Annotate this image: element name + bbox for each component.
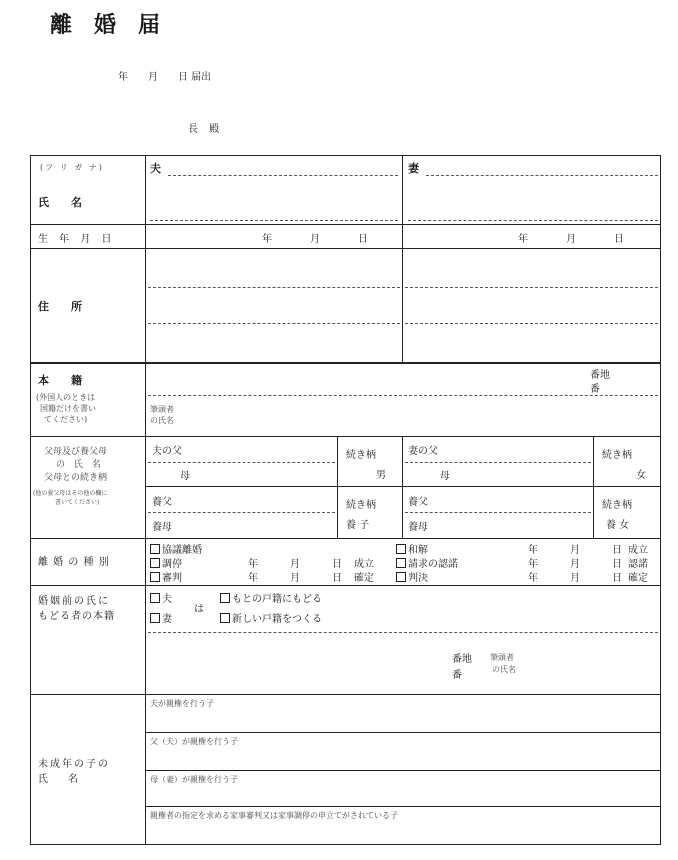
row-line-minor (30, 694, 661, 695)
chotei-text: 調停 (162, 559, 182, 570)
row-line-address (30, 248, 661, 249)
minor-hline-2 (145, 770, 661, 771)
minor-row-1: 夫が親権を行う子 (150, 699, 214, 708)
minor-label-1: 未成年の子の (38, 759, 110, 770)
parents-label-3: 父母との続き柄 (44, 473, 108, 483)
kind-kyogi[interactable] (150, 541, 202, 556)
nindaku-text: 請求の認諾 (408, 559, 458, 570)
wife-furigana-dash (426, 175, 658, 176)
chotei-checkbox[interactable] (150, 558, 160, 568)
kyogi-checkbox[interactable] (150, 544, 160, 554)
wife-birth-field[interactable]: 年 月 日 (518, 234, 630, 245)
wife-adoptive-mother-label: 養母 (408, 522, 428, 533)
husband-label: 夫 (150, 162, 161, 175)
divorce-kind-label: 離 婚 の 種 別 (38, 557, 110, 568)
parents-dash-4 (405, 512, 591, 513)
parents-dash-1 (148, 462, 335, 463)
minor-field-1[interactable] (147, 710, 659, 730)
husband-birth-field[interactable]: 年 月 日 (262, 234, 374, 245)
honseki-note-2: 国籍だけを書い (40, 404, 96, 413)
minor-field-3[interactable] (147, 786, 659, 804)
wakai-seiritsu: 成立 (628, 545, 648, 556)
birth-label: 生 年 月 日 (38, 234, 116, 245)
parents-vline-2 (402, 436, 403, 538)
minor-row-3: 母（妻）が親権を行う子 (150, 775, 238, 784)
minor-label-2: 氏 名 (38, 774, 78, 785)
honseki-head-name-field[interactable] (185, 398, 655, 434)
new-family-text: 新しい戸籍をつくる (232, 614, 322, 625)
prior-wife-checkbox[interactable] (150, 613, 160, 623)
honseki-ban: 番 (590, 384, 600, 395)
nindaku-checkbox[interactable] (396, 558, 406, 568)
kyogi-text: 協議離婚 (162, 545, 202, 556)
row-line-prior (30, 585, 661, 586)
adopted-son-label: 養 子 (346, 520, 370, 531)
shinpan-kakutei: 確定 (354, 573, 374, 584)
shinpan-checkbox[interactable] (150, 572, 160, 582)
parents-note-1: (他の養父母はその他の欄に (33, 490, 108, 497)
husband-adoptive-mother-label: 養母 (152, 522, 172, 533)
form-title: 離 婚 届 (50, 12, 161, 38)
address-label: 住 所 (38, 300, 82, 313)
honseki-head-label-2: の氏名 (150, 416, 174, 425)
honseki-note-1: (外国人のときは (36, 393, 96, 402)
chotei-seiritsu: 成立 (354, 559, 374, 570)
return-family-text: もとの戸籍にもどる (232, 594, 322, 605)
husband-adoptive-father-label: 養父 (152, 497, 172, 508)
parents-vline-3 (593, 436, 594, 538)
row-line-kind (30, 538, 661, 539)
prior-husband-option[interactable] (150, 590, 172, 605)
minor-row-4: 親権者の指定を求める家事審判又は家事調停の申立てがされている子 (150, 811, 398, 820)
wakai-checkbox[interactable] (396, 544, 406, 554)
shinpan-date[interactable]: 年 月 日 (248, 573, 346, 584)
honseki-dash (148, 395, 658, 396)
prior-head-label-2: の氏名 (492, 665, 516, 674)
prior-banchi: 番地 (452, 654, 472, 665)
wife-name-field[interactable] (404, 178, 660, 220)
row-line-parents (30, 436, 661, 437)
prior-wife-text: 妻 (162, 614, 172, 625)
name-label: 氏 名 (38, 196, 82, 209)
husband-furigana-dash (168, 175, 398, 176)
honseki-note-3: てください) (44, 415, 88, 424)
minor-row-2: 父（夫）が親権を行う子 (150, 737, 238, 746)
minor-hline-3 (145, 806, 661, 807)
hanketsu-kakutei: 確定 (628, 573, 648, 584)
prior-husband-text: 夫 (162, 594, 172, 605)
row-line-birth (30, 224, 661, 225)
prior-honseki-field[interactable] (147, 636, 447, 692)
parents-dash-2 (405, 462, 591, 463)
furigana-label: (フ リ ガ ナ) (40, 163, 104, 172)
new-family-option[interactable] (220, 610, 322, 625)
husband-adoptive-relation-label: 続き柄 (346, 500, 376, 511)
label-column-divider (145, 155, 146, 845)
kind-nindaku[interactable] (396, 555, 458, 570)
nindaku-nintei: 認諾 (628, 559, 648, 570)
honseki-address-field[interactable] (147, 364, 587, 394)
prior-husband-checkbox[interactable] (150, 593, 160, 603)
return-family-option[interactable] (220, 590, 322, 605)
minor-hline-1 (145, 732, 661, 733)
wife-relation-female: 女 (636, 470, 646, 481)
kind-wakai[interactable] (396, 541, 428, 556)
husband-relation-male: 男 (376, 470, 386, 481)
chotei-date[interactable]: 年 月 日 (248, 559, 346, 570)
parents-hline-mid (145, 486, 661, 487)
wife-name-dash (408, 220, 658, 221)
parents-vline-1 (337, 436, 338, 538)
prior-name-label-1: 婚姻前の氏に (38, 596, 110, 607)
addressee-line[interactable]: 長 殿 (188, 124, 224, 135)
kind-shinpan[interactable] (150, 569, 182, 584)
honseki-banchi: 番地 (590, 370, 610, 381)
hanketsu-text: 判決 (408, 573, 428, 584)
wife-label: 妻 (408, 162, 419, 175)
kind-hanketsu[interactable] (396, 569, 428, 584)
husband-name-dash (150, 220, 398, 221)
prior-ban: 番 (452, 670, 462, 681)
parents-note-2: 書いてください) (55, 499, 100, 506)
husband-name-field[interactable] (147, 178, 401, 220)
wakai-date[interactable]: 年 月 日 (528, 545, 626, 556)
prior-dash (148, 632, 658, 633)
kind-chotei[interactable] (150, 555, 182, 570)
honseki-label: 本 籍 (38, 374, 82, 387)
adopted-daughter-label: 養 女 (606, 520, 630, 531)
prior-wa: は (194, 604, 204, 615)
honseki-head-label-1: 筆頭者 (150, 405, 174, 414)
wife-father-label: 妻の父 (408, 446, 438, 457)
husband-mother-label: 母 (180, 471, 190, 482)
shinpan-text: 審判 (162, 573, 182, 584)
husband-father-label: 夫の父 (152, 446, 182, 457)
prior-head-label-1: 筆頭者 (490, 653, 514, 662)
wife-adoptive-relation-label: 続き柄 (602, 500, 632, 511)
husband-address-field[interactable] (147, 250, 401, 360)
minor-field-2[interactable] (147, 748, 659, 768)
return-family-checkbox[interactable] (220, 593, 230, 603)
wakai-text: 和解 (408, 545, 428, 556)
nindaku-date[interactable]: 年 月 日 (528, 559, 626, 570)
filing-date-line[interactable]: 年 月 日 届出 (118, 72, 212, 83)
prior-name-label-2: もどる者の本籍 (38, 611, 115, 622)
wife-mother-label: 母 (440, 471, 450, 482)
parents-label-2: の 氏 名 (56, 460, 104, 470)
hanketsu-checkbox[interactable] (396, 572, 406, 582)
husband-relation-label: 続き柄 (346, 450, 376, 461)
wife-address-field[interactable] (404, 250, 660, 360)
parents-dash-3 (148, 512, 335, 513)
minor-field-4[interactable] (147, 822, 659, 842)
wife-adoptive-father-label: 養父 (408, 497, 428, 508)
new-family-checkbox[interactable] (220, 613, 230, 623)
wife-relation-label: 続き柄 (602, 450, 632, 461)
spouse-divider (402, 155, 403, 362)
parents-label-1: 父母及び養父母 (44, 447, 108, 457)
hanketsu-date[interactable]: 年 月 日 (528, 573, 626, 584)
prior-wife-option[interactable] (150, 610, 172, 625)
